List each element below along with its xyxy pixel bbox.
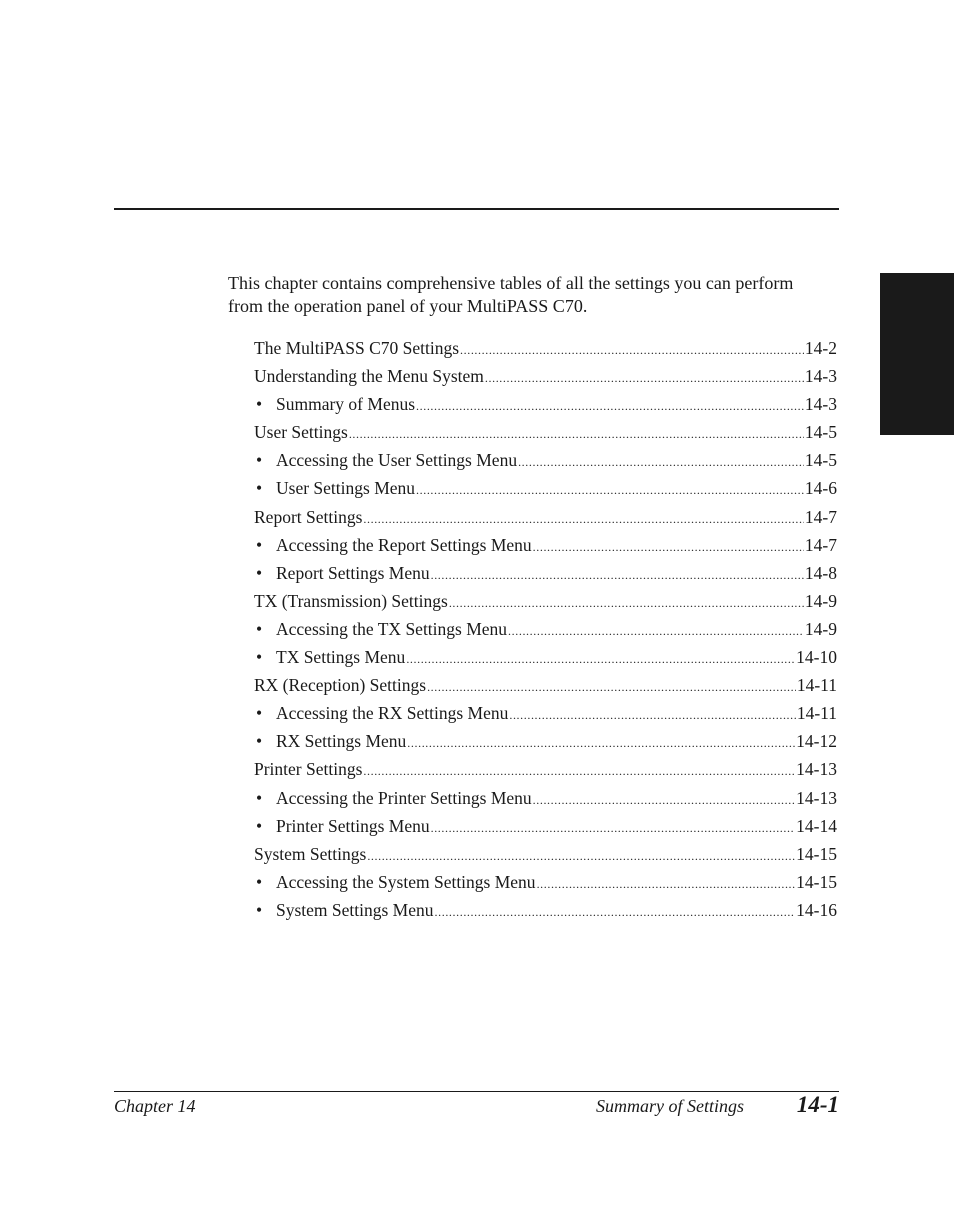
- toc-entry[interactable]: [254, 844, 837, 872]
- toc-entry-title: • User Settings Menu: [254, 478, 415, 499]
- toc-entry-title: • Printer Settings Menu: [254, 816, 430, 837]
- toc-entry-page: 14-8: [804, 562, 837, 583]
- toc-entry-title: Printer Settings: [254, 759, 363, 780]
- toc-entry-title: • Report Settings Menu: [254, 563, 430, 584]
- table-of-contents: [254, 338, 837, 928]
- toc-entry[interactable]: [254, 703, 837, 731]
- footer-rule: [114, 1091, 839, 1092]
- toc-entry-page: 14-3: [804, 394, 837, 415]
- toc-dot-leader: [435, 905, 796, 920]
- toc-dot-leader: [416, 483, 804, 498]
- toc-entry[interactable]: [254, 366, 837, 394]
- toc-entry-title: • Accessing the Printer Settings Menu: [254, 788, 532, 809]
- toc-dot-leader: [537, 877, 796, 892]
- toc-entry[interactable]: [254, 872, 837, 900]
- toc-dot-leader: [509, 708, 795, 723]
- toc-entry-page: 14-13: [796, 787, 837, 808]
- toc-entry[interactable]: [254, 619, 837, 647]
- toc-dot-leader: [363, 764, 795, 779]
- toc-dot-leader: [363, 512, 804, 527]
- toc-entry-page: 14-10: [796, 647, 837, 668]
- toc-entry[interactable]: [254, 563, 837, 591]
- toc-entry-title: • System Settings Menu: [254, 900, 434, 921]
- toc-dot-leader: [406, 652, 795, 667]
- chapter-tab-marker: [880, 273, 954, 435]
- toc-entry-page: 14-5: [804, 450, 837, 471]
- toc-entry-title: System Settings: [254, 843, 367, 864]
- toc-entry-page: 14-16: [796, 899, 837, 920]
- toc-dot-leader: [518, 455, 804, 470]
- toc-entry-page: 14-7: [804, 506, 837, 527]
- toc-entry[interactable]: [254, 394, 837, 422]
- toc-entry[interactable]: [254, 507, 837, 535]
- toc-dot-leader: [508, 624, 804, 639]
- footer-section-title: Summary of Settings: [596, 1096, 744, 1116]
- toc-entry-page: 14-7: [804, 534, 837, 555]
- toc-dot-leader: [533, 540, 804, 555]
- toc-entry-title: The MultiPASS C70 Settings: [254, 338, 460, 358]
- toc-entry-page: 14-13: [796, 759, 837, 780]
- toc-dot-leader: [533, 793, 796, 808]
- toc-entry-title: Report Settings: [254, 506, 363, 527]
- toc-entry[interactable]: [254, 535, 837, 563]
- toc-entry[interactable]: [254, 338, 837, 366]
- toc-entry-title: • Accessing the RX Settings Menu: [254, 703, 508, 724]
- toc-entry-page: 14-9: [804, 590, 837, 611]
- toc-entry[interactable]: [254, 816, 837, 844]
- header-rule: [114, 208, 839, 210]
- toc-dot-leader: [449, 596, 804, 611]
- toc-entry[interactable]: [254, 731, 837, 759]
- toc-entry[interactable]: [254, 759, 837, 787]
- footer-chapter: Chapter 14: [114, 1096, 196, 1116]
- toc-dot-leader: [485, 371, 804, 386]
- toc-dot-leader: [367, 849, 795, 864]
- toc-dot-leader: [407, 736, 795, 751]
- toc-entry-page: 14-15: [796, 871, 837, 892]
- toc-dot-leader: [431, 568, 804, 583]
- toc-entry-title: • Accessing the Report Settings Menu: [254, 535, 532, 556]
- toc-entry-title: • TX Settings Menu: [254, 647, 405, 668]
- toc-entry-page: 14-2: [804, 338, 837, 358]
- toc-entry-page: 14-11: [796, 675, 837, 696]
- toc-dot-leader: [427, 680, 796, 695]
- toc-entry-title: • RX Settings Menu: [254, 731, 406, 752]
- toc-entry-title: • Accessing the TX Settings Menu: [254, 619, 507, 640]
- toc-entry-page: 14-14: [796, 815, 837, 836]
- toc-entry-title: TX (Transmission) Settings: [254, 590, 448, 611]
- toc-entry[interactable]: [254, 647, 837, 675]
- toc-entry[interactable]: [254, 900, 837, 928]
- footer-page-number: 14-1: [796, 1092, 839, 1117]
- toc-entry-page: 14-5: [804, 422, 837, 443]
- toc-entry-title: • Accessing the User Settings Menu: [254, 450, 517, 471]
- toc-entry[interactable]: [254, 591, 837, 619]
- toc-entry-page: 14-11: [796, 703, 837, 724]
- toc-entry-title: • Accessing the System Settings Menu: [254, 872, 536, 893]
- toc-entry-title: • Summary of Menus: [254, 394, 415, 415]
- toc-dot-leader: [416, 399, 804, 414]
- toc-entry[interactable]: [254, 422, 837, 450]
- toc-entry[interactable]: [254, 788, 837, 816]
- toc-entry-page: 14-15: [796, 843, 837, 864]
- toc-entry[interactable]: [254, 478, 837, 506]
- toc-entry-page: 14-9: [804, 618, 837, 639]
- toc-entry-page: 14-6: [804, 478, 837, 499]
- toc-dot-leader: [431, 821, 796, 836]
- toc-dot-leader: [460, 343, 804, 358]
- chapter-intro: This chapter contains comprehensive tables of all the settings you can perform from the operation panel of your MultiPASS C70.: [228, 273, 794, 316]
- toc-entry[interactable]: [254, 675, 837, 703]
- toc-entry-title: RX (Reception) Settings: [254, 675, 427, 696]
- toc-entry-page: 14-12: [796, 731, 837, 752]
- toc-entry-page: 14-3: [804, 366, 837, 387]
- toc-entry-title: User Settings: [254, 422, 348, 443]
- toc-entry-title: Understanding the Menu System: [254, 366, 484, 387]
- toc-dot-leader: [349, 427, 804, 442]
- toc-entry[interactable]: [254, 450, 837, 478]
